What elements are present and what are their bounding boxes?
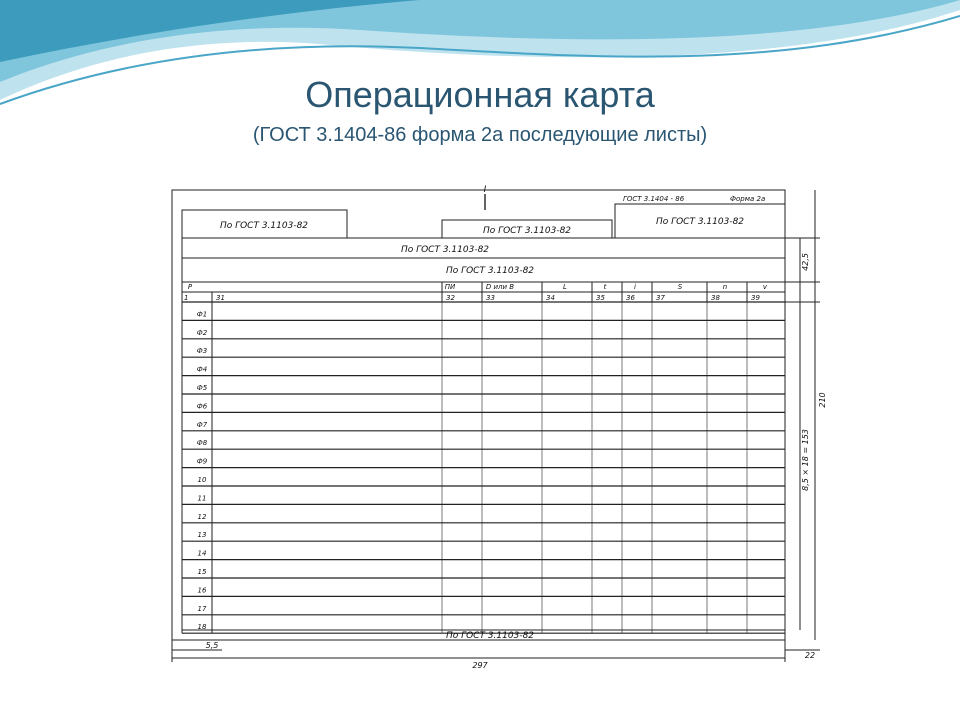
row-label-12: 13 (197, 531, 207, 540)
form-inner-frame (182, 238, 785, 630)
row-label-15: 16 (197, 586, 207, 595)
header-cell-0: Р (187, 283, 193, 291)
ref-gost-right: По ГОСТ 3.1103-82 (655, 217, 745, 227)
gost-number: ГОСТ 3.1404 - 86 (623, 195, 685, 203)
form-name: Форма 2а (730, 195, 766, 203)
operation-card-form (160, 180, 860, 680)
ref-gost-band-1: По ГОСТ 3.1103-82 (400, 245, 490, 255)
row-label-1: Ф2 (196, 328, 208, 337)
dim-left-margin: 5,5 (205, 641, 219, 650)
ref-gost-bottom: По ГОСТ 3.1103-82 (445, 631, 535, 641)
column-number-5: 35 (596, 294, 605, 302)
row-label-10: 11 (197, 494, 207, 503)
dim-header-height: 42,5 (801, 253, 810, 271)
sheet-marker: I (483, 185, 487, 195)
column-number-6: 36 (626, 294, 635, 302)
row-label-7: Ф8 (196, 439, 208, 448)
header-cell-8: v (762, 283, 768, 291)
header-cell-3: L (563, 283, 567, 291)
row-label-0: Ф1 (196, 310, 208, 319)
row-label-3: Ф4 (196, 365, 208, 374)
column-number-7: 37 (656, 294, 665, 302)
row-label-8: Ф9 (196, 457, 208, 466)
row-label-14: 15 (197, 568, 207, 576)
column-number-9: 39 (751, 294, 760, 302)
slide-title: Операционная карта (305, 74, 655, 115)
header-cell-1: ПИ (444, 283, 456, 291)
row-label-4: Ф5 (196, 384, 208, 392)
row-label-5: Ф6 (196, 402, 208, 411)
column-number-0: 1 (184, 294, 189, 302)
column-number-4: 34 (546, 294, 555, 302)
row-label-9: 10 (197, 476, 207, 484)
dim-right-margin: 22 (804, 651, 816, 660)
row-label-17: 18 (197, 623, 207, 632)
row-label-6: Ф7 (196, 420, 208, 429)
ref-gost-left: По ГОСТ 3.1103-82 (219, 221, 309, 231)
dim-total-height: 210 (818, 392, 827, 408)
row-label-2: Ф3 (196, 347, 208, 356)
dim-total-width: 297 (472, 661, 488, 670)
column-number-2: 32 (446, 294, 455, 302)
column-number-3: 33 (486, 294, 495, 302)
row-label-13: 14 (197, 549, 207, 558)
column-number-1: 31 (216, 294, 225, 302)
form-grid-lines (172, 190, 820, 662)
ref-gost-middle: По ГОСТ 3.1103-82 (482, 226, 572, 236)
column-number-8: 38 (711, 294, 720, 302)
row-label-11: 12 (197, 512, 207, 521)
row-label-16: 17 (197, 604, 207, 613)
header-cell-5: i (634, 283, 636, 291)
dim-rows-height: 8,5 × 18 = 153 (801, 429, 810, 491)
slide-subtitle: (ГОСТ 3.1404-86 форма 2а последующие листы) (252, 124, 708, 146)
header-cell-7: n (722, 283, 728, 291)
ref-gost-band-2: По ГОСТ 3.1103-82 (445, 266, 535, 276)
header-cell-4: t (603, 283, 607, 291)
header-cell-6: S (677, 283, 683, 291)
header-cell-2: D или В (485, 283, 515, 291)
